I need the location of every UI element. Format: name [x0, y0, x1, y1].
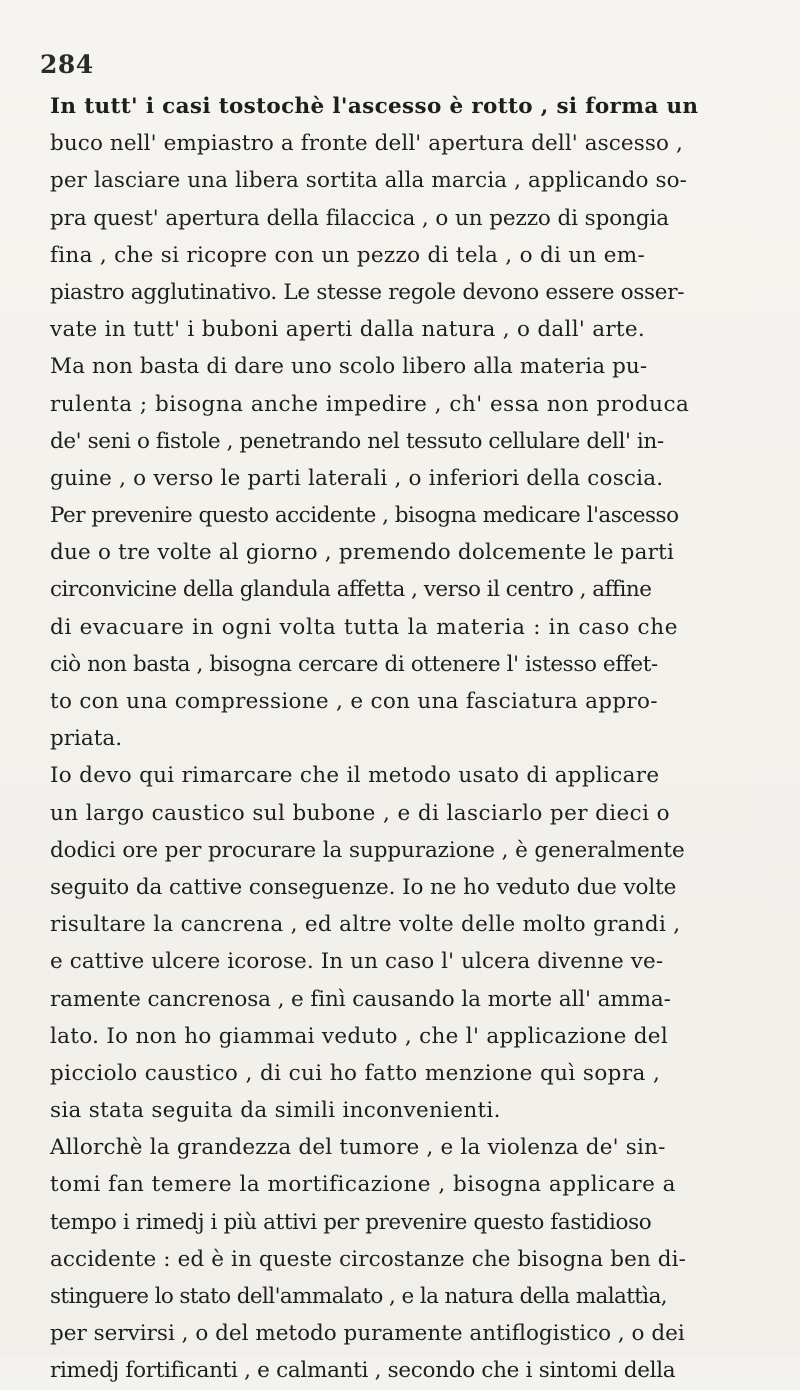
body-text	[50, 88, 790, 1390]
text-line: piastro agglutinativo. Le stesse regole devono essere osser-	[50, 279, 685, 305]
text-line: dodici ore per procurare la suppurazione , è generalmente	[50, 837, 685, 863]
text-line: stinguere lo stato dell'ammalato , e la natura della malattìa,	[50, 1284, 668, 1309]
text-line: due o tre volte al giorno , premendo dolcemente le parti	[50, 540, 675, 566]
text-line: per servirsi , o del metodo puramente antiflogistico , o dei	[50, 1321, 685, 1347]
text-line: tempo i rimedj i più attivi per prevenire questo fastidioso	[50, 1209, 652, 1235]
text-line: rulenta ; bisogna anche impedire , ch' essa non produca	[50, 391, 690, 417]
text-line: circonvicine della glandula affetta , verso il centro , affine	[50, 577, 652, 603]
text-line: ramente cancrenosa , e finì causando la morte all' amma-	[50, 986, 671, 1012]
text-line: Io devo qui rimarcare che il metodo usato di applicare	[50, 763, 660, 789]
text-line: priata.	[50, 726, 123, 752]
text-line: rimedj fortificanti , e calmanti , secondo che i sintomi della	[50, 1358, 676, 1384]
text-line: seguito da cattive conseguenze. Io ne ho veduto due volte	[50, 874, 677, 900]
text-line: sia stata seguita da simili inconvenienti.	[50, 1098, 501, 1124]
text-line: e cattive ulcere icorose. In un caso l' ulcera divenne ve-	[50, 949, 664, 975]
text-line: un largo caustico sul bubone , e di lasciarlo per dieci o	[50, 800, 670, 826]
text-line: ciò non basta , bisogna cercare di ottenere l' istesso effet-	[50, 651, 658, 677]
text-line: di evacuare in ogni volta tutta la materia : in caso che	[50, 614, 679, 640]
text-line: risultare la cancrena , ed altre volte delle molto grandi ,	[50, 912, 681, 938]
text-line: Allorchè la grandezza del tumore , e la violenza de' sin-	[50, 1135, 666, 1161]
text-line: Per prevenire questo accidente , bisogna medicare l'ascesso	[50, 503, 679, 529]
text-line: fina , che si ricopre con un pezzo di tela , o di un em-	[50, 242, 646, 268]
text-line: to con una compressione , e con una fasciatura appro-	[50, 689, 658, 714]
text-line: buco nell' empiastro a fronte dell' apertura dell' ascesso ,	[50, 131, 683, 157]
text-line: tomi fan temere la mortificazione , bisogna applicare a	[50, 1172, 677, 1198]
text-line: Ma non basta di dare uno scolo libero alla materia pu-	[50, 354, 648, 380]
page-number: 284	[40, 50, 94, 79]
text-line: de' seni o fistole , penetrando nel tessuto cellulare dell' in-	[50, 428, 664, 454]
text-line: accidente : ed è in queste circostanze che bisogna ben di-	[50, 1246, 686, 1272]
text-line: pra quest' apertura della filaccica , o un pezzo di spongia	[50, 205, 670, 231]
text-line: vate in tutt' i buboni aperti dalla natura , o dall' arte.	[50, 317, 646, 343]
text-line: per lasciare una libera sortita alla marcia , applicando so-	[50, 168, 688, 194]
text-line: picciolo caustico , di cui ho fatto menzione quì sopra ,	[50, 1060, 661, 1086]
text-line: guine , o verso le parti laterali , o inferiori della coscia.	[50, 465, 664, 491]
text-line: In tutt' i casi tostochè l'ascesso è rotto , si forma un	[50, 94, 699, 119]
text-line: lato. Io non ho giammai veduto , che l' applicazione del	[50, 1023, 669, 1049]
